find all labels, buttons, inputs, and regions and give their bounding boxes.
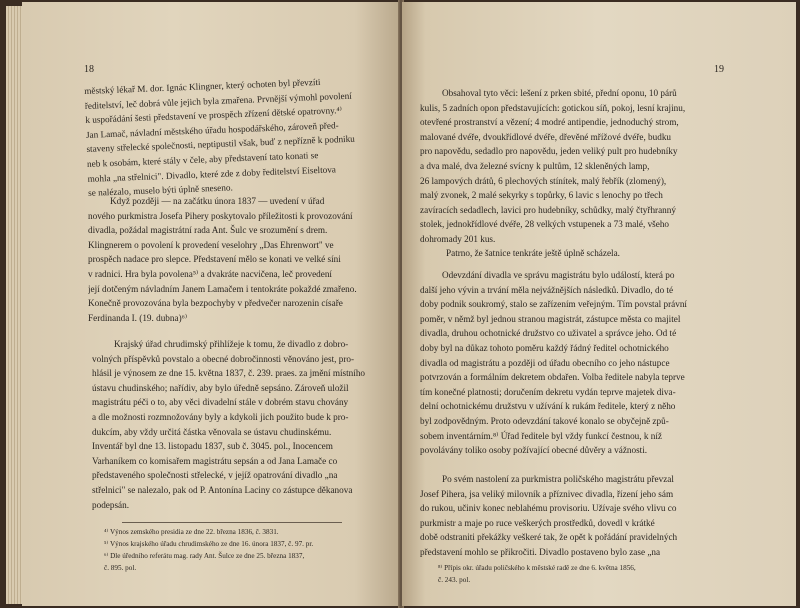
- text-line: Josef Pihera, jsa veliký milovník a příznivec divadla, řízení jeho sám: [420, 488, 674, 499]
- text-line: její dotčeným návladním Janem Lamačem i tentokráte pokaždé zmařeno.: [88, 283, 357, 294]
- text-line: ředitelství, leč dobrá vůle jejich byla zmařena. Prvnější výmohl povolení: [84, 90, 352, 111]
- text-line: podepsán.: [92, 499, 129, 510]
- text-line: volných příspěvků povstalo a obecné dobročinnosti věnováno jest, pro-: [92, 353, 355, 364]
- text-line: stolek, jednokřídlové dvéře, 28 velkých vstupenek a 73 malé, všeho: [420, 219, 670, 230]
- text-line: dohromady 201 kus.: [420, 233, 496, 244]
- text-line: Krajský úřad chrudimský přihlížeje k tomu, že divadlo z dobro-: [114, 339, 349, 349]
- text-line: č. 895. pol.: [104, 564, 137, 572]
- text-line: ⁶⁾ Dle úředního referátu mag. rady Ant. Šulce ze dne 25. března 1837,: [104, 552, 305, 560]
- text-line: době odstraniti překážky veškeré tak, že opět k pořádání pravidelných: [420, 532, 678, 543]
- text-line: mohla „na střelnici". Divadlo, které zde z doby ředitelství Eiseltova: [87, 163, 337, 184]
- text-line: a dva malé, dva železné svícny k pultům, 12 skleněných lamp,: [420, 160, 650, 171]
- text-line: magistrátu péči o to, aby věci divadelní stále v dobrém stavu chovány: [92, 397, 349, 408]
- left-page: [22, 2, 400, 606]
- text-line: staveny střelecké společnosti, neptipustil však, buď z nepřízně k podniku: [86, 134, 356, 155]
- text-line: městský lékař M. dor. Ignác Klingner, který ochoten byl převzíti: [84, 76, 321, 96]
- paragraph-1: [420, 86, 720, 247]
- text-line: č. 243. pol.: [438, 576, 471, 584]
- paragraph-2: [88, 194, 388, 325]
- text-line: se nalézalo, muselo býti úplně sneseno.: [87, 182, 233, 199]
- right-page: [402, 2, 796, 606]
- text-line: malý zvonek, 2 malé sekyrky s topůrky, 6 lavic s lenochy po třech: [420, 190, 663, 201]
- footnotes: [438, 562, 738, 586]
- page-number: 19: [714, 64, 724, 75]
- text-line: představeného společnosti střelecké, v jejíž opatrování divadlo „na: [92, 470, 338, 481]
- text-line: Patrno, že šatnice tenkráte ještě úplně scházela.: [446, 248, 620, 258]
- footnote-rule: [122, 522, 342, 523]
- text-line: potvrzován a formálním dekretem obdařen. Volba ředitele nabyla teprve: [420, 372, 685, 383]
- text-line: Konečně provozována byla bezpochyby v předvečer narozenin císaře: [88, 298, 343, 309]
- page-number: 18: [84, 64, 94, 75]
- text-line: zavíracích sedadlech, lavici pro hudebníky, schůdky, malý čtyřhranný: [420, 204, 676, 215]
- text-line: Jan Lamač, návladní městského úřadu hospodářského, zároveň před-: [85, 120, 339, 140]
- text-line: další jeho vývin a trvání měla nejvážnějších následků. Divadlo, do té: [420, 284, 674, 295]
- paragraph-top: [84, 72, 388, 200]
- text-line: doby podnik soukromý, stalo se zařízením veřejným. Tím povstal právní: [420, 299, 687, 310]
- text-line: představení mohlo se přikročiti. Divadlo postaveno bylo zase „na: [420, 546, 661, 557]
- text-line: nového purkmistra Josefa Pihery poskytovalo příležitosti k provozování: [88, 210, 353, 221]
- text-line: do rukou, učiniv konec neblahému provisoriu. Užívaje svého vlivu co: [420, 503, 677, 514]
- text-line: Odevzdání divadla ve správu magistrátu bylo událostí, která po: [442, 270, 675, 280]
- text-line: otevřené prostranství a vězení; 4 modré antipendie, jednoduchý strom,: [420, 117, 679, 128]
- paragraph-2: [446, 246, 726, 261]
- text-line: v radnici. Hra byla povolena⁵⁾ a dvakráte nacvičena, leč provedení: [88, 268, 332, 279]
- footnotes: [104, 526, 394, 574]
- text-line: poměr, v němž byl jednou stranou magistrát, zástupce města co majitel: [420, 313, 681, 324]
- text-line: dukcím, aby vždy určitá částka věnovala se ústavu chudinskému.: [92, 426, 332, 437]
- text-line: Ferdinanda I. (19. dubna)⁶⁾: [88, 312, 188, 323]
- text-line: povolávány toliko osoby požívající obecné důvěry a vážnosti.: [420, 445, 648, 456]
- text-line: Po svém nastolení za purkmistra poličského magistrátu převzal: [442, 474, 674, 484]
- paragraph-3: [420, 268, 720, 458]
- text-line: tím konečné platnosti; doručením dekretu vydán teprve majetek diva-: [420, 386, 676, 397]
- text-line: divadla, požádal magistrátní rada Ant. Šulc ve srozumění s drem.: [88, 225, 328, 236]
- text-line: střelnici" se nalezalo, pak od P. Antonína Laciny co zástupce děkanova: [92, 484, 353, 495]
- text-line: malované dvéře, dvoukřídlové dvéře, dřevěné mřížové dvéře, budku: [420, 131, 672, 142]
- text-line: a dle možnosti rozmnožovány byly a kdykoli jich použito bude k pro-: [92, 411, 349, 422]
- text-line: Inventář byl dne 13. listopadu 1837, sub č. 3045. pol., Inocencem: [92, 441, 333, 452]
- text-line: doby byl na důkaz tohoto poměru každý řádný ředitel ochotnického: [420, 342, 669, 353]
- text-line: delní ochotnickému družstvu v užívání k rukám ředitele, který z něho: [420, 401, 676, 412]
- text-line: ústavu chudinského; nařídiv, aby bylo úředně sepsáno. Zároveň uložil: [92, 382, 349, 393]
- text-line: sobem inventárním.⁸⁾ Úřad ředitele byl vždy funkcí čestnou, k níž: [420, 430, 662, 441]
- text-line: divadla, druhou ochotnické družstvo co uživatel a správce jeho. Od té: [420, 328, 677, 339]
- paragraph-3: [92, 337, 392, 512]
- text-line: k uspořádání šesti představení ve prospěch zřízení dětské opatrovny.⁴⁾: [85, 105, 343, 126]
- text-line: divadla od magistrátu a později od úřadu obecního co jeho nástupce: [420, 357, 670, 368]
- text-line: ⁸⁾ Přípis okr. úřadu poličského k městské radě ze dne 6. května 1856,: [438, 564, 636, 572]
- text-line: byl zodpovědným. Proto odevzdání takové konalo se obyčejně způ-: [420, 415, 669, 426]
- text-line: pro napovědu, sedadlo pro napovědu, jeden veliký pult pro hudebníky: [420, 146, 678, 157]
- text-line: 26 lampových drátů, 6 plechových stínítek, malý řebřík (zlomený),: [420, 175, 667, 186]
- text-line: ⁵⁾ Výnos krajského úřadu chrudimského ze dne 16. února 1837, č. 97. pr.: [104, 540, 314, 548]
- paragraph-4: [420, 472, 720, 560]
- text-line: Obsahoval tyto věci: lešení z prken sbité, přední oponu, 10 párů: [442, 88, 677, 98]
- text-line: purkmistr a maje po ruce veškerých prostředků, dovedl v krátké: [420, 517, 655, 528]
- text-line: ⁴⁾ Výnos zemského presidia ze dne 22. března 1836, č. 3831.: [104, 528, 279, 536]
- text-line: neb k osobám, které stály v čele, aby představení tato konati se: [86, 150, 319, 169]
- text-line: Když později — na začátku února 1837 — uvedení v úřad: [110, 196, 325, 206]
- text-line: Varhaníkem co komisařem magistrátu sepsán a od Jana Lamače co: [92, 455, 338, 466]
- text-line: kulis, 5 zadních opon představujících: gotickou síň, pokoj, lesní krajinu,: [420, 102, 686, 113]
- text-line: Klingnerem o povolení k provedení veselohry „Das Ehrenwort" ve: [88, 239, 334, 250]
- text-line: prospěch nadace pro slepce. Představení mělo se konati ve velké síni: [88, 254, 341, 265]
- text-line: hlásil je výnosem ze dne 15. května 1837, č. 239. praes. za jmění místního: [92, 368, 366, 379]
